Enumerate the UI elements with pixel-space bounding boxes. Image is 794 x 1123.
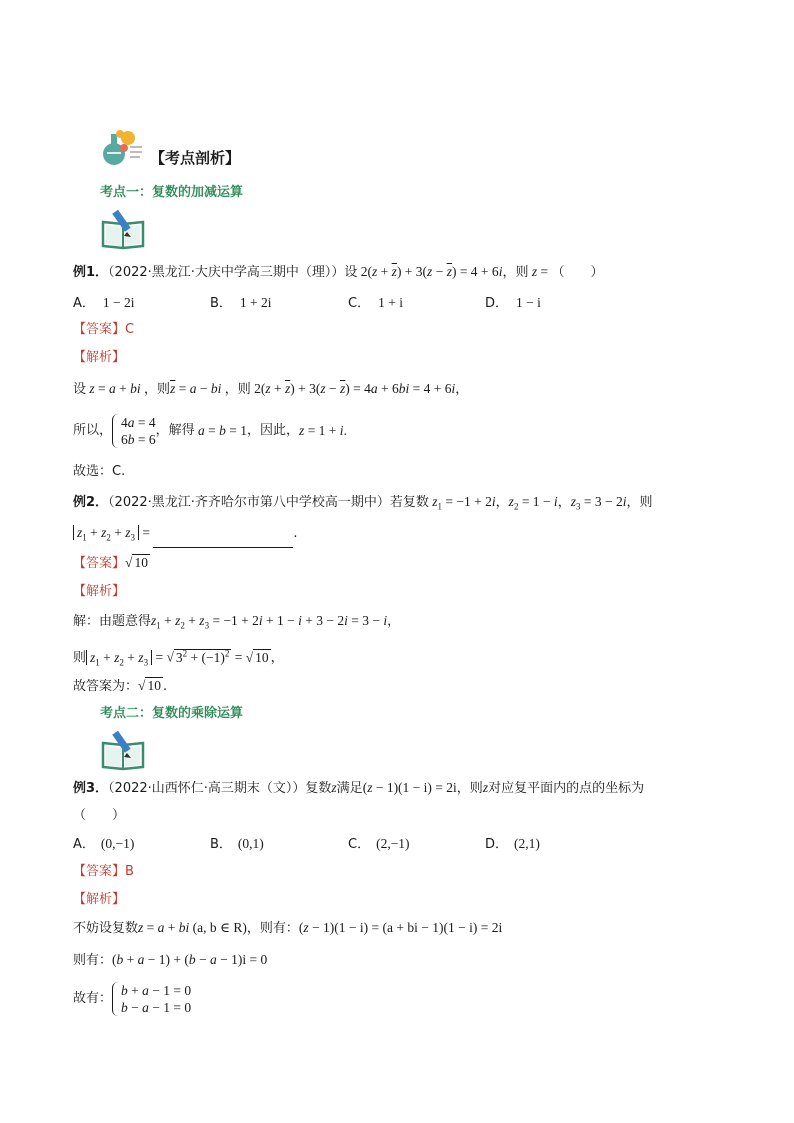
option-letter: B． <box>210 837 232 852</box>
sqrt-expression: √ $3^2 + (-1)^2$ <box>166 648 230 665</box>
step-math: z = a + bi (a, b ∈ R) <box>138 920 247 935</box>
example-3-z: z <box>331 780 337 795</box>
equation-system: 4a = 4 6b = 6 <box>112 414 156 448</box>
example-2-z3: $z_3 = 3 - 2i$ <box>570 494 627 512</box>
answer-value: √ 10 <box>125 555 148 570</box>
example-3-paren: （ ） <box>73 808 126 823</box>
example-3-step-3 <box>73 982 734 1022</box>
example-2-step-1 <box>73 611 734 636</box>
option-value: 1 − i <box>516 295 541 310</box>
step-text: 则 <box>73 650 87 666</box>
example-3-mid: 满足 <box>336 781 363 796</box>
step-math: (z − 1)(1 − i) = (a + bi − 1)(1 − i) = 2i <box>298 920 503 935</box>
period: . <box>162 679 168 694</box>
example-3-question <box>73 778 734 799</box>
section-title: 【考点剖析】 <box>150 149 241 167</box>
example-1-option-c <box>348 293 403 314</box>
answer-blank[interactable] <box>153 533 293 548</box>
option-letter: A． <box>73 296 95 311</box>
option-value: 1 + 2i <box>239 295 272 310</box>
example-2-blank-line <box>73 523 734 548</box>
example-3-source: （2022·山西怀仁·高三期末（文））复数 <box>108 781 332 796</box>
step-text: 所以， <box>73 423 113 438</box>
example-1-label: 例1． <box>73 265 109 280</box>
example-3-option-c <box>348 834 410 855</box>
step-text: 故答案为： <box>73 679 139 694</box>
example-2-question <box>73 492 734 517</box>
sep: ， <box>387 614 401 629</box>
answer-label: 【答案】 <box>73 556 126 571</box>
option-value: (0,1) <box>237 836 264 851</box>
equation-system: b + a − 1 = 0 b − a − 1 = 0 <box>112 982 191 1016</box>
step-math: = <box>152 649 167 665</box>
example-2-analysis-label: 【解析】 <box>73 584 126 599</box>
example-3-tail2: 对应复平面内的点的坐标为 <box>488 781 645 796</box>
sep: ， <box>270 650 284 666</box>
option-letter: C． <box>348 837 371 852</box>
step-math: z = 1 + i. <box>299 423 347 438</box>
example-3-option-b <box>210 834 264 855</box>
example-1-option-a <box>73 293 135 314</box>
sep: ， <box>557 495 571 510</box>
example-3-equation: (z − 1)(1 − i) = 2i <box>362 780 457 795</box>
eq-sign: = <box>139 525 154 540</box>
option-value: (0,−1) <box>100 836 135 851</box>
example-3-step-1 <box>73 918 734 939</box>
answer-label: 【答案】 <box>73 322 126 337</box>
example-3-tail: ，则 <box>456 781 483 796</box>
example-1-option-d <box>485 293 541 314</box>
step-text: 不妨设复数 <box>73 921 139 936</box>
answer-value: C <box>125 322 135 337</box>
example-1-analysis-label: 【解析】 <box>73 350 126 365</box>
example-1-answer <box>73 320 734 340</box>
example-1-option-b <box>210 293 272 314</box>
example-1-source: （2022·黑龙江·大庆中学高三期中（理））设 <box>108 265 358 280</box>
step-text: ，解得 <box>155 423 195 438</box>
step-math: $\overline{z} = a$ − bi <box>170 381 222 396</box>
option-value: (2,1) <box>514 836 540 851</box>
option-value: 1 + i <box>378 295 403 310</box>
example-2-answer <box>73 553 734 574</box>
topic-2-label: 考点二：复数的乘除运算 <box>100 706 244 721</box>
example-1-final: 故选：C. <box>73 464 126 479</box>
example-2-z1: $z_1 = -1 + 2i$ <box>432 494 496 512</box>
step-text: 解：由题意得 <box>73 614 152 629</box>
example-2-final <box>73 676 734 697</box>
section-icon <box>100 128 144 168</box>
example-1-eq-sign: = <box>540 264 552 279</box>
example-3-label: 例3． <box>73 781 109 796</box>
step-text: 设 <box>73 382 87 397</box>
step-text: ，因此， <box>247 423 300 438</box>
step-text: 故有： <box>73 991 113 1006</box>
step-text: ，则 <box>144 382 171 397</box>
example-1-z: z <box>528 264 541 279</box>
sqrt-10: √ 10 <box>245 649 269 665</box>
example-2-step-2 <box>73 643 734 672</box>
answer-label: 【答案】 <box>73 864 126 879</box>
step-math: z = a + bi <box>89 381 141 396</box>
step-text: ， <box>455 382 469 397</box>
example-3-analysis-label: 【解析】 <box>73 892 126 907</box>
step-text: ，则 <box>224 382 251 397</box>
step-math: = <box>231 649 246 665</box>
example-2-label: 例2． <box>73 495 109 510</box>
abs-expression: $z_1 + z_2 + z_3$ <box>86 650 152 665</box>
example-2-source: （2022·黑龙江·齐齐哈尔市第八中学校高一期中）若复数 <box>108 495 429 510</box>
example-3-option-d <box>485 834 540 855</box>
sqrt-10: √ 10 <box>138 678 161 693</box>
option-value: (2,−1) <box>376 836 410 851</box>
step-text: 则有： <box>73 953 113 968</box>
option-letter: D． <box>485 837 509 852</box>
example-2-z2: $z_2 = 1 - i$ <box>508 494 558 512</box>
example-1-paren: （ ） <box>551 265 604 280</box>
example-3-step-2 <box>73 950 734 971</box>
sep: ， <box>495 495 509 510</box>
topic-1-label: 考点一：复数的加减运算 <box>100 185 244 200</box>
option-letter: C． <box>348 296 371 311</box>
example-2-then: ，则 <box>626 495 653 510</box>
example-1-tail: ，则 <box>502 265 529 280</box>
book-pen-icon <box>100 208 146 250</box>
step-math: a = b = 1 <box>198 423 248 438</box>
answer-value: B <box>125 864 134 879</box>
example-1-question <box>73 262 734 283</box>
book-pen-icon <box>100 729 146 771</box>
option-value: 1 − 2i <box>102 295 135 310</box>
step-math: $z_1 + z_2 + z_3 = -1 + 2i + 1 - i + 3 - 2i = 3 - i$ <box>151 613 388 631</box>
option-letter: D． <box>485 296 509 311</box>
example-1-equation: $2(z + \overline{z}) + 3(z - \overline{z}) = 4 + 6i$ <box>357 264 503 279</box>
example-3-answer <box>73 862 734 882</box>
example-1-step-1 <box>73 379 734 400</box>
step-text: ，则有： <box>246 921 299 936</box>
option-letter: B． <box>210 296 232 311</box>
abs-expression: $z_1 + z_2 + z_3$ <box>73 525 139 540</box>
option-letter: A． <box>73 837 95 852</box>
example-1-step-2 <box>73 414 734 454</box>
example-3-option-a <box>73 834 134 855</box>
period: . <box>293 526 298 541</box>
example-3-z: z <box>482 780 489 795</box>
step-math: (b + a − 1) + (b − a − 1)i = 0 <box>112 952 268 967</box>
step-math: $2(z + \overline{z}) + 3(z - \overline{z}) = 4a + 6bi = 4 + 6i$ <box>250 381 456 396</box>
